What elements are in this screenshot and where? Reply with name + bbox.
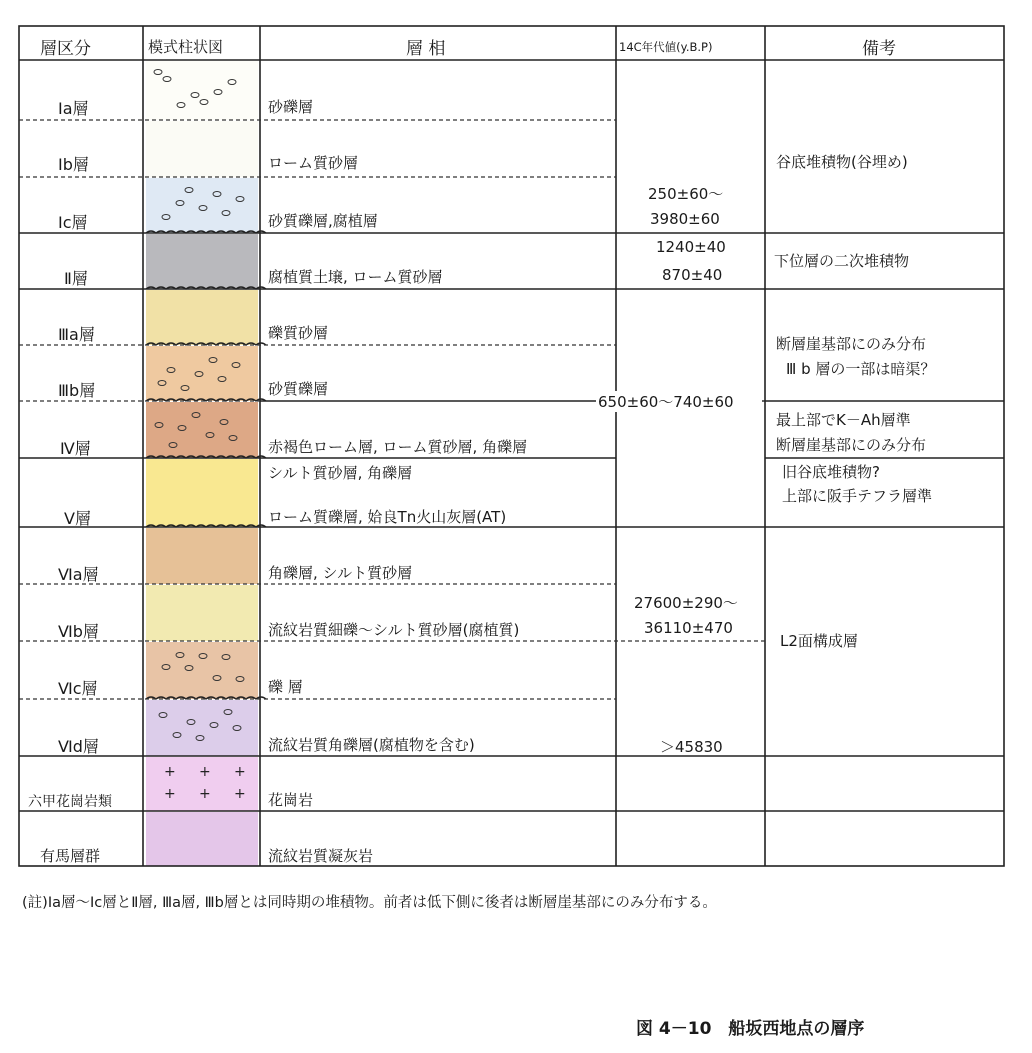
- granite-mark: +: [164, 764, 176, 780]
- remark-fault-b: Ⅲ b 層の一部は暗渠？: [786, 360, 936, 378]
- remark-secondary: 下位層の二次堆積物: [774, 252, 910, 270]
- facies-iiib: 砂質礫層: [268, 380, 329, 398]
- granite-mark: +: [164, 786, 176, 802]
- facies-ic: 砂質礫層,腐植層: [268, 212, 378, 230]
- facies-v-line1: シルト質砂層, 角礫層: [268, 464, 413, 482]
- remark-l2: L2面構成層: [780, 632, 858, 650]
- facies-via: 角礫層, シルト質砂層: [268, 564, 413, 582]
- c14-ic-b: 3980±60: [650, 210, 720, 228]
- remark-top-a: 最上部でK－Ah層準: [776, 411, 911, 429]
- schematic-column: [146, 61, 258, 866]
- facies-iv: 赤褐色ローム層, ローム質砂層, 角礫層: [268, 438, 528, 456]
- layer-label-iv: Ⅳ層: [60, 439, 91, 458]
- granite-mark: +: [234, 786, 246, 802]
- c14-ic-a: 250±60～: [648, 185, 724, 203]
- layer-label-vic: Ⅵc層: [58, 679, 98, 698]
- layer-label-vib: Ⅵb層: [58, 622, 99, 641]
- facies-ii: 腐植質土壌, ローム質砂層: [268, 268, 443, 286]
- c14-iii-iv: 650±60～740±60: [598, 393, 734, 411]
- header-layer-division: 層区分: [40, 39, 91, 59]
- column-fill-5: [146, 346, 258, 401]
- c14-vid: ＞45830: [660, 738, 723, 756]
- granite-mark: +: [199, 764, 211, 780]
- column-fill-9: [146, 585, 258, 641]
- header-c14: 14C年代値(y.B.P): [619, 40, 713, 54]
- c14-vib-b: 36110±470: [644, 619, 733, 637]
- facies-vid: 流紋岩質角礫層(腐植物を含む): [268, 736, 475, 754]
- remark-old-valley: 旧谷底堆積物?: [782, 463, 880, 481]
- facies-arima: 流紋岩質凝灰岩: [268, 847, 374, 865]
- granite-mark: +: [234, 764, 246, 780]
- remark-top-b: 断層崖基部にのみ分布: [776, 436, 927, 454]
- column-fill-8: [146, 528, 258, 584]
- column-fill-0: [146, 61, 258, 120]
- header-remarks: 備考: [862, 39, 896, 59]
- facies-iiia: 礫質砂層: [268, 324, 329, 342]
- column-fill-6: [146, 402, 258, 458]
- column-fill-4: [146, 290, 258, 345]
- layer-label-v: Ⅴ層: [64, 509, 91, 528]
- layer-label-ib: Ⅰb層: [58, 155, 89, 174]
- c14-ii-b: 870±40: [662, 266, 723, 284]
- column-fill-1: [146, 121, 258, 177]
- facies-ib: ローム質砂層: [268, 154, 359, 172]
- layer-label-ic: Ⅰc層: [58, 213, 88, 232]
- layer-label-via: Ⅵa層: [58, 565, 99, 584]
- column-fill-10: [146, 642, 258, 699]
- remark-valley: 谷底堆積物(谷埋め): [776, 153, 908, 171]
- layer-label-ia: Ⅰa層: [58, 99, 89, 118]
- layer-label-iiib: Ⅲb層: [58, 381, 96, 400]
- layer-label-arima: 有馬層群: [40, 847, 101, 865]
- granite-mark: +: [199, 786, 211, 802]
- header-facies: 層 相: [406, 39, 446, 59]
- layer-label-rokko: 六甲花崗岩類: [28, 794, 112, 810]
- facies-ia: 砂礫層: [268, 98, 314, 116]
- facies-vic: 礫 層: [268, 678, 303, 696]
- column-fill-13: [146, 812, 258, 866]
- c14-vib-a: 27600±290～: [634, 594, 738, 612]
- column-fill-3: [146, 234, 258, 289]
- column-fill-7: [146, 459, 258, 527]
- remark-tephra: 上部に阪手テフラ層準: [782, 487, 933, 505]
- remark-fault-a: 断層崖基部にのみ分布: [776, 335, 927, 353]
- layer-label-ii: Ⅱ層: [64, 269, 88, 288]
- footnote: (註)Ⅰa層～Ⅰc層とⅡ層, Ⅲa層, Ⅲb層とは同時期の堆積物。前者は低下側に後者は断層崖基部にのみ分布する。: [22, 895, 717, 911]
- c14-ii-a: 1240±40: [656, 238, 726, 256]
- layer-label-iiia: Ⅲa層: [58, 325, 95, 344]
- facies-vib: 流紋岩質細礫～シルト質砂層(腐植質): [268, 621, 520, 639]
- facies-v-line2: ローム質礫層, 姶良Tn火山灰層(AT): [268, 508, 507, 526]
- layer-label-vid: Ⅵd層: [58, 737, 99, 756]
- figure-caption: 図 4－10 船坂西地点の層序: [636, 1019, 865, 1039]
- header-column: 模式柱状図: [148, 38, 224, 56]
- facies-rokko: 花崗岩: [268, 791, 314, 809]
